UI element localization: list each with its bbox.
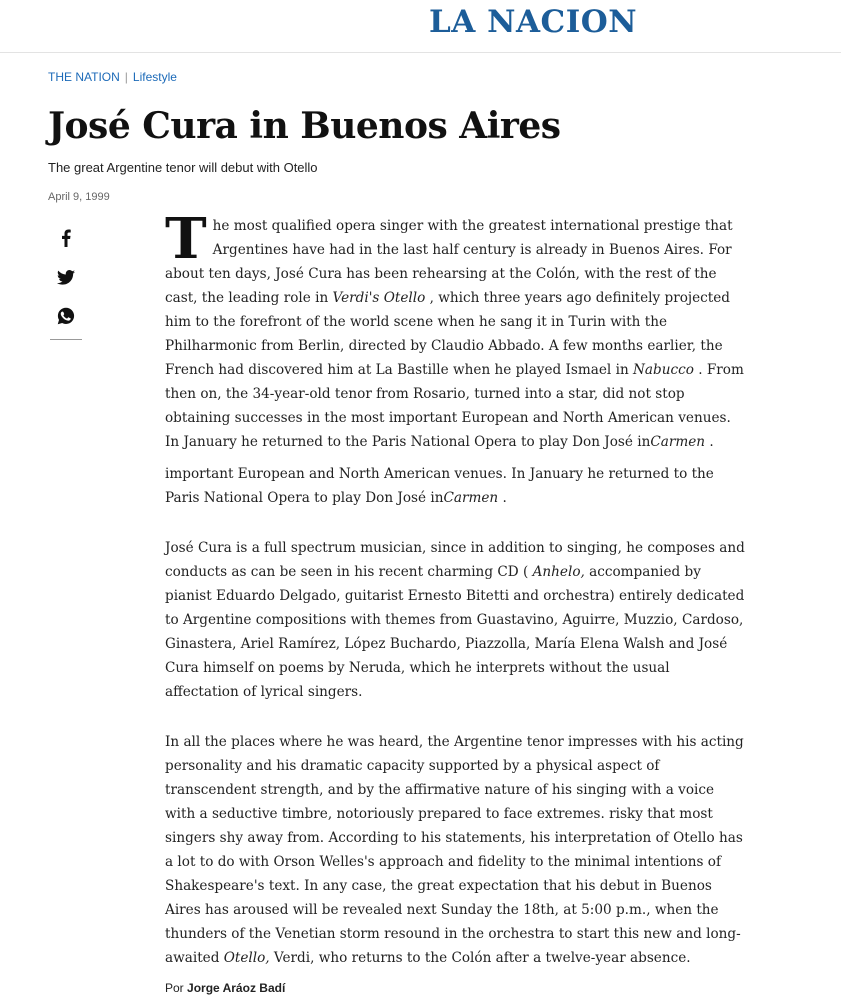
p2-text-a: important European and North American venues. In January he returned to the Paris National Opera to play Don José in [165, 466, 714, 506]
p2-text-c: . [498, 490, 507, 506]
breadcrumb-separator: | [124, 70, 128, 84]
paragraph-1 [165, 206, 745, 454]
twitter-icon [57, 270, 75, 285]
byline-author[interactable]: Jorge Aráoz Badí [187, 981, 286, 995]
p1-text-e: . From then on, the 34-year-old tenor from Rosario, turned into a star, did not stop obtaining successes in the most important European and North American venues. In January he returned to the Paris National Opera to play Don José in [165, 362, 744, 450]
article-date: April 9, 1999 [48, 191, 110, 203]
paragraph-2 [165, 462, 745, 510]
p2-italic-carmen: Carmen [443, 490, 499, 506]
article-body [165, 206, 745, 970]
site-logo[interactable]: LA NACION [429, 4, 638, 40]
p4-italic-otello: Otello, [223, 950, 270, 966]
p4-text-c: Verdi, who returns to the Colón after a twelve-year absence. [269, 950, 691, 966]
whatsapp-share-button[interactable] [50, 300, 82, 332]
p1-italic-nabucco: Nabucco [633, 362, 694, 378]
paragraph-4 [165, 730, 745, 970]
p3-text-c: accompanied by pianist Eduardo Delgado, guitarist Ernesto Bitetti and orchestra) entirely dedicated to Argentine compositions with themes from Guastavino, Aguirre, Muzzio, Cardoso, Ginastera, Ariel Ramírez, López Buchardo, Piazzolla, María Elena Walsh and José Cura himself on poems by Neruda, which he interprets without the usual affectation of lyrical singers. [165, 564, 745, 700]
article-subtitle: The great Argentine tenor will debut with Otello [48, 160, 318, 175]
whatsapp-icon [57, 307, 75, 325]
breadcrumb-section[interactable]: THE NATION [48, 70, 120, 84]
byline [165, 980, 285, 996]
share-bar [50, 222, 82, 340]
masthead [0, 0, 841, 53]
byline-prefix: Por [165, 981, 184, 995]
paragraph-3 [165, 536, 745, 704]
drop-cap: T [165, 206, 207, 272]
facebook-icon [59, 229, 73, 247]
facebook-share-button[interactable] [50, 222, 82, 254]
p1-text-g: . [705, 434, 714, 450]
breadcrumb [48, 70, 177, 84]
p1-italic-otello: Verdi's Otello [332, 290, 426, 306]
p1-text-a: he most qualified opera singer with the greatest international prestige that Argentines have had in the last half century is already in Buenos Aires. For about ten days, José Cura has been rehearsing at the Colón, with the rest of the cast, the leading role in [165, 218, 733, 306]
share-divider [50, 339, 82, 340]
p1-italic-carmen: Carmen [650, 434, 706, 450]
p3-italic-anhelo: Anhelo, [532, 564, 585, 580]
p1-text-c: , which three years ago definitely projected him to the forefront of the world scene when he sang it in Turin with the Philharmonic from Berlin, directed by Claudio Abbado. A few months earlier, the French had discovered him at La Bastille when he played Ismael in [165, 290, 730, 378]
article-title: José Cura in Buenos Aires [48, 105, 561, 147]
p4-text-a: In all the places where he was heard, the Argentine tenor impresses with his acting personality and his dramatic capacity supported by a physical aspect of transcendent strength, and by the affirmative nature of his singing with a voice with a seductive timbre, notoriously prepared to face extremes. risky that most singers shy away from. According to his statements, his interpretation of Otello has a lot to do with Orson Welles's approach and fidelity to the minimal intentions of Shakespeare's text. In any case, the great expectation that his debut in Buenos Aires has aroused will be revealed next Sunday the 18th, at 5:00 p.m., when the thunders of the Venetian storm resound in the orchestra to start this new and long-awaited [165, 734, 744, 966]
twitter-share-button[interactable] [50, 261, 82, 293]
breadcrumb-subsection[interactable]: Lifestyle [132, 70, 177, 84]
p3-text-a: José Cura is a full spectrum musician, since in addition to singing, he composes and conducts as can be seen in his recent charming CD ( [165, 540, 745, 580]
